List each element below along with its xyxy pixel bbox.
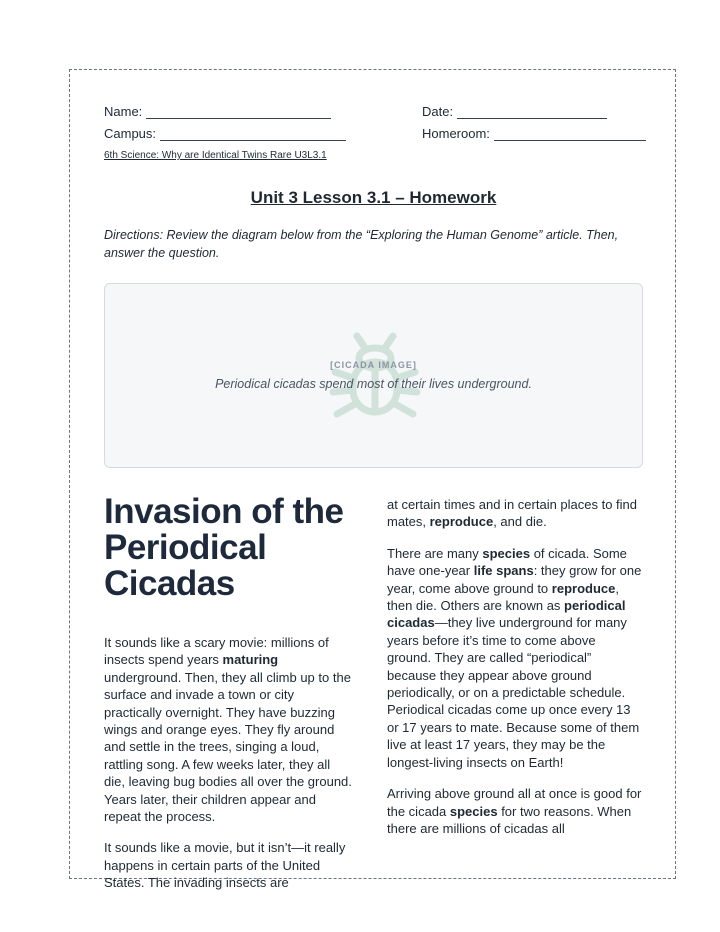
course-label: 6th Science: Why are Identical Twins Rare U3L3.1 [104,150,327,161]
vocab-term-species: species [482,545,531,561]
image-caption: Periodical cicadas spend most of their lives underground. [215,377,532,391]
date-line[interactable] [457,106,607,119]
campus-line[interactable] [160,128,346,141]
worksheet-content [104,104,643,891]
header-row-1 [104,104,643,126]
date-field [422,104,607,119]
image-tag: [CICADA IMAGE] [330,360,417,370]
left-paragraph-2: It sounds like a movie, but it isn’t—it really happens in certain parts of the United States. The invading insects are [104,840,346,891]
vocab-term-life-spans: life spans [473,563,534,579]
right-paragraph-1 [387,496,643,531]
name-label: Name: [104,104,143,119]
name-field [104,104,331,119]
text-run: , and die. [493,514,547,530]
homeroom-line[interactable] [494,128,646,141]
vocab-term-reproduce: reproduce [429,514,494,530]
right-paragraph-3 [387,785,643,837]
text-run: of cicada. Some have one-year [387,545,627,579]
text-run: : they grow for one year, come above ground to [387,563,642,596]
vocab-term-reproduce: reproduce [551,580,616,596]
name-line[interactable] [146,106,331,119]
left-paragraph-1 [104,634,354,825]
text-run: There are many [387,545,483,561]
campus-label: Campus: [104,126,157,141]
vocab-term-periodical-cicadas: periodical cicadas [387,598,626,631]
text-run: at certain times and in certain places to find mates, [387,497,638,530]
date-label: Date: [422,104,454,119]
article-title: Invasion of the Periodical Cicadas [104,492,344,603]
article-right-column [387,496,643,851]
text-run: Arriving above ground all at once is good for the cicada [387,786,642,819]
cicada-image-placeholder [104,283,643,468]
campus-field [104,126,346,141]
header-row-2 [104,126,643,148]
vocab-term-maturing: maturing [222,652,279,668]
homeroom-field [422,126,646,141]
lesson-title: Unit 3 Lesson 3.1 – Homework [250,188,497,207]
article-left-column [104,494,354,906]
text-run: underground. Then, they all climb up to the surface and invade a town or city practically overnight. They have buzzing wings and orange eyes. They fly around and settle in the trees, singing a loud, rattling song. A few weeks later, they all die, leaving bug bodies all over the ground. Years later, their children appear and repeat the process. [104,669,352,825]
homeroom-label: Homeroom: [422,126,490,141]
text-run: for two reasons. When there are millions of cicadas all [387,803,632,836]
worksheet-page [69,69,676,891]
text-run: It sounds like a scary movie: millions of insects spend years [104,635,329,668]
right-paragraph-2 [387,545,643,771]
bug-icon [327,322,423,422]
text-run: , then die. Others are known as [387,580,619,614]
vocab-term-species: species [449,803,498,819]
directions-text: Directions: Review the diagram below from the “Exploring the Human Genome” article. Then, answer the question. [104,228,619,260]
text-run: —they live underground for many years before it’s time to come above ground. They are called “periodical” because they appear above ground periodically, or on a predictable schedule. Periodical cicadas come up once every 13 or 17 years to mate. Because some of them live at least 17 years, they may be the longest-living insects on Earth! [387,615,640,770]
